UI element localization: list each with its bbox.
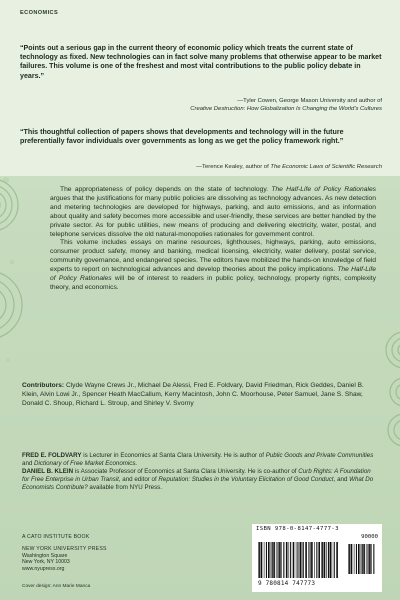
review-quote-2: “This thoughtful collection of papers shows that developments and technology will in the future preferentially favor individuals over governments as long as we get the policy framework right.”	[20, 128, 344, 146]
series-label: A CATO INSTITUTE BOOK	[22, 534, 90, 540]
bio-foldvary: FRED E. FOLDVARY is Lecturer in Economics at Santa Clara University. He is author of Public Goods and Private Communities and Dictionary of Free Market Economics.	[22, 452, 374, 468]
description-paragraph-2: This volume includes essays on marine resources, lighthouses, highways, parking, auto emissions, consumer product safety, money and banking, medical licensing, electricity, water delivery, postal service, community governance, and endangered species. The editors have mobilized the hands-on knowledge of field experts to report on technological advances and develop theories about the policy implications. The Half-Life of Policy Rationales will be of interest to readers in public policy, technology, property rights, complexity theory, and economics.	[50, 239, 376, 291]
quote-2-attribution	[62, 164, 382, 172]
publisher-block	[22, 534, 192, 572]
cover-designer-credit: Cover design: Ann Marie Manca	[22, 584, 91, 589]
contributors-list	[22, 382, 378, 409]
isbn-number: ISBN 978-0-8147-4777-3	[256, 526, 339, 532]
quote-1-attribution	[62, 98, 382, 113]
review-quote-1: “Points out a serious gap in the current theory of economic policy which treats the current state of technology as fixed. New technologies can in fact solve many problems that otherwise appear to be market failures. This volume is one of the freshest and most vital contributions to the public policy debate in years.”	[20, 44, 382, 80]
book-title: The Half-Life of Policy Rationales	[50, 266, 376, 283]
attribution-line: —Terence Kealey, author of	[196, 164, 271, 170]
category-label: ECONOMICS	[20, 10, 59, 16]
price-code: 90000	[361, 534, 378, 540]
editor-bios	[22, 452, 378, 492]
barcode-panel	[252, 524, 382, 592]
publisher-address-2: New York, NY 10003	[22, 559, 70, 566]
attribution-book-title: Creative Destruction: How Globalization Is Changing the World’s Cultures	[190, 105, 382, 112]
attribution-line: —Tyler Cowen, George Mason University and author of	[237, 98, 382, 104]
publisher-address-1: Washington Square	[22, 552, 68, 559]
ean-number: 9 780814 747773	[258, 580, 316, 587]
attribution-book-title: The Economic Laws of Scientific Research	[270, 164, 382, 170]
contributors-names: Clyde Wayne Crews Jr., Michael De Alessi, Fred E. Foldvary, David Friedman, Rick Geddes, Daniel B. Klein, Alvin Lowi Jr., Spencer Heath MacCallum, Kerry Macintosh, John C. Moorhouse, Peter Samuel, Jane S. Shaw, Donald C. Shoup, Richard L. Stroup, and Shirley V. Svorny	[22, 382, 364, 407]
description-paragraph-1: The appropriateness of policy depends on the state of technology. The Half-Life of Policy Rationales argues that the justifications for many public policies are dissolving as technology advances. As new detection and metering technologies are developed for highways, parking, and auto emissions, and as information about quality and safety becomes more accessible and user-friendly, these services are better handled by the private sector. As for public utilities, new means of producing and delivering electricity, water, postal, and telephone services dissolve the old natural-monopolies rationales for government control.	[50, 186, 377, 238]
barcode-icon	[258, 542, 338, 578]
contributors-label: Contributors:	[22, 382, 65, 389]
book-title: The Half-Life of Policy Rationales	[271, 186, 377, 193]
publisher-name: NEW YORK UNIVERSITY PRESS	[22, 546, 107, 553]
bio-klein: DANIEL B. KLEIN is Associate Professor of Economics at Santa Clara University. He is co-author of Curb Rights: A Foundation for Free Enterprise in Urban Transit, and editor of Reputation: Studies in the Voluntary Elicitation of Good Conduct, and What Do Economists Contribute? available from NYU Press.	[22, 468, 374, 492]
quote-panel	[0, 0, 400, 176]
publisher-url: www.nyupress.org	[22, 565, 65, 572]
book-description	[50, 186, 376, 293]
barcode-addon-icon	[348, 544, 376, 574]
